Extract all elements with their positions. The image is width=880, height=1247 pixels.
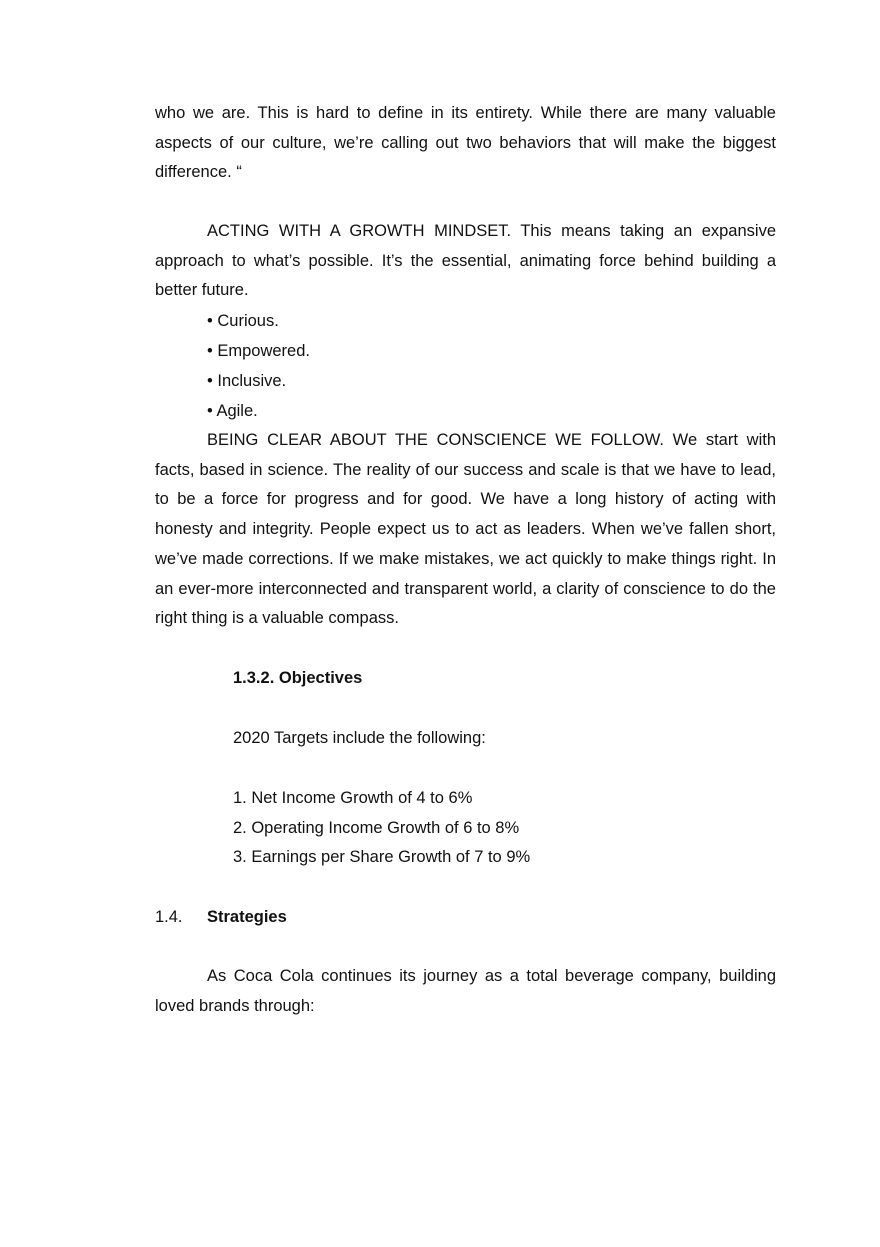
list-item: • Inclusive. <box>207 372 287 390</box>
conscience-paragraph: BEING CLEAR ABOUT THE CONSCIENCE WE FOLLOW. We start with facts, based in science. The reality of our success and scale is that we have to lead, to be a force for progress and for good. We have a long history of acting with honesty and integrity. People expect us to act as leaders. When we’ve fallen short, we’ve made corrections. If we make mistakes, we act quickly to make things right. In an ever-more interconnected and transparent world, a clarity of conscience to do the right thing is a valuable compass. <box>155 431 776 628</box>
strategies-paragraph: As Coca Cola continues its journey as a total beverage company, building loved brands through: <box>155 967 776 1015</box>
intro-paragraph: who we are. This is hard to define in its entirety. While there are many valuable aspects of our culture, we’re calling out two behaviors that will make the biggest difference. “ <box>155 104 776 182</box>
list-item: • Curious. <box>207 312 279 330</box>
strategies-heading <box>155 903 287 933</box>
objectives-heading: 1.3.2. Objectives <box>233 669 363 687</box>
growth-mindset-paragraph: ACTING WITH A GROWTH MINDSET. This means taking an expansive approach to what’s possible. It’s the essential, animating force behind building a better future. <box>155 222 776 300</box>
objectives-intro: 2020 Targets include the following: <box>233 729 486 747</box>
list-item: • Empowered. <box>207 342 310 360</box>
list-item: • Agile. <box>207 402 258 420</box>
section-number: 1.4. <box>155 908 183 926</box>
list-item: 3. Earnings per Share Growth of 7 to 9% <box>233 848 531 867</box>
list-item: 1. Net Income Growth of 4 to 6% <box>233 789 473 807</box>
targets-list <box>233 784 776 873</box>
list-item: 2. Operating Income Growth of 6 to 8% <box>233 818 520 837</box>
growth-bullet-list <box>207 306 776 426</box>
section-title: Strategies <box>207 908 287 926</box>
